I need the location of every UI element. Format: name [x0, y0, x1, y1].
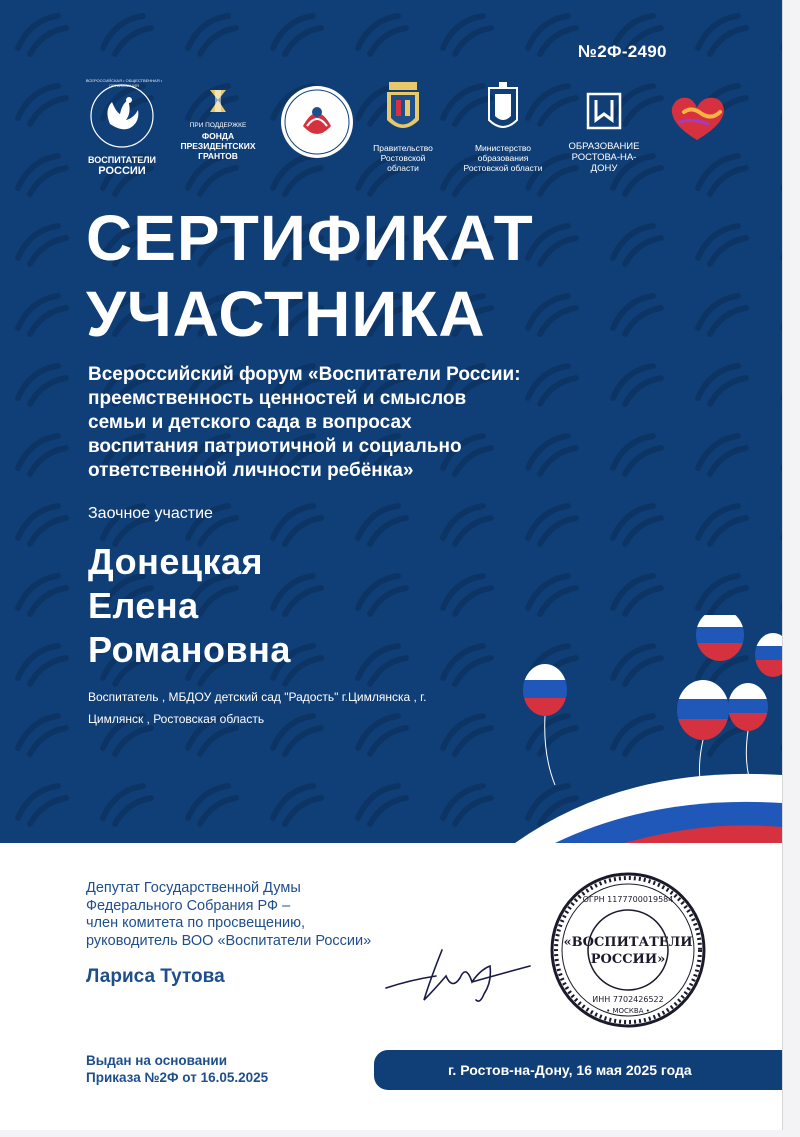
stamp-center-line1: «ВОСПИТАТЕЛИ [563, 935, 693, 950]
participant-name: Донецкая Елена Романовна [88, 541, 291, 670]
bird-emblem-icon [82, 80, 162, 150]
balloon-icon [750, 630, 782, 680]
certificate-number: №2Ф-2490 [578, 42, 667, 61]
ministry-education-logo: Министерство образования Ростовской области [448, 80, 558, 185]
parents-association-icon [277, 82, 357, 162]
grants-fund-icon [198, 86, 238, 116]
stamp-city: • МОСКВА • [606, 1007, 650, 1015]
signatory-title: Депутат Государственной Думы Федерального Собрания РФ – член комитета по просвещению, руководитель ВОО «Воспитатели России» [86, 880, 372, 949]
balloon-icon [725, 681, 775, 733]
luch-logo [662, 90, 732, 146]
certificate-title: СЕРТИФИКАТ УЧАСТНИКА [86, 202, 534, 350]
partner-logos [82, 80, 742, 190]
issue-basis: Выдан на основании Приказа №2Ф от 16.05.2025 [86, 1053, 269, 1085]
presidential-grants-fund-logo: ПРИ ПОДДЕРЖКЕ ФОНДА ПРЕЗИДЕНТСКИХ ГРАНТОВ [174, 86, 262, 176]
signatory-name: Лариса Тутова [86, 966, 225, 987]
vospitateli-rossii-logo: ВОСПИТАТЕЛИ РОССИИ [82, 80, 162, 180]
place-and-date: г. Ростов-на-Дону, 16 мая 2025 года [448, 1062, 692, 1078]
parents-association-logo [277, 82, 357, 162]
rostov-coat-of-arms-icon [383, 80, 423, 138]
tricolor-balloons [515, 615, 782, 843]
education-book-icon [582, 90, 626, 136]
forum-title: Всероссийский форум «Воспитатели России: преемственность ценностей и смыслов семьи и детского сада в вопросах воспитания патриотичной и социально ответственной личности ребёнка» [88, 364, 521, 481]
balloon-icon [685, 615, 755, 665]
official-stamp [538, 870, 718, 1030]
vospitateli-ring-text: ВСЕРОССИЙСКАЯ • ОБЩЕСТВЕННАЯ • ОРГАНИЗАЦИЯ [85, 78, 163, 88]
ministry-emblem-icon [481, 80, 525, 138]
stamp-center-line2: РОССИИ» [590, 952, 666, 967]
participant-position: Воспитатель , МБДОУ детский сад "Радость" г.Цимлянска , г. Цимлянск , Ростовская область [88, 690, 427, 726]
stamp-inn: ИНН 7702426522 [592, 995, 664, 1004]
stamp-ogrn: ОГРН 1177700019584 [582, 895, 674, 904]
handwritten-signature [380, 920, 540, 1020]
rostov-education-logo: ОБРАЗОВАНИЕ РОСТОВА-НА-ДОНУ [564, 90, 644, 180]
balloon-icon [515, 660, 575, 718]
heart-icon [662, 90, 732, 146]
participation-mode: Заочное участие [88, 505, 213, 522]
rostov-government-logo: Правительство Ростовской области [367, 80, 439, 185]
